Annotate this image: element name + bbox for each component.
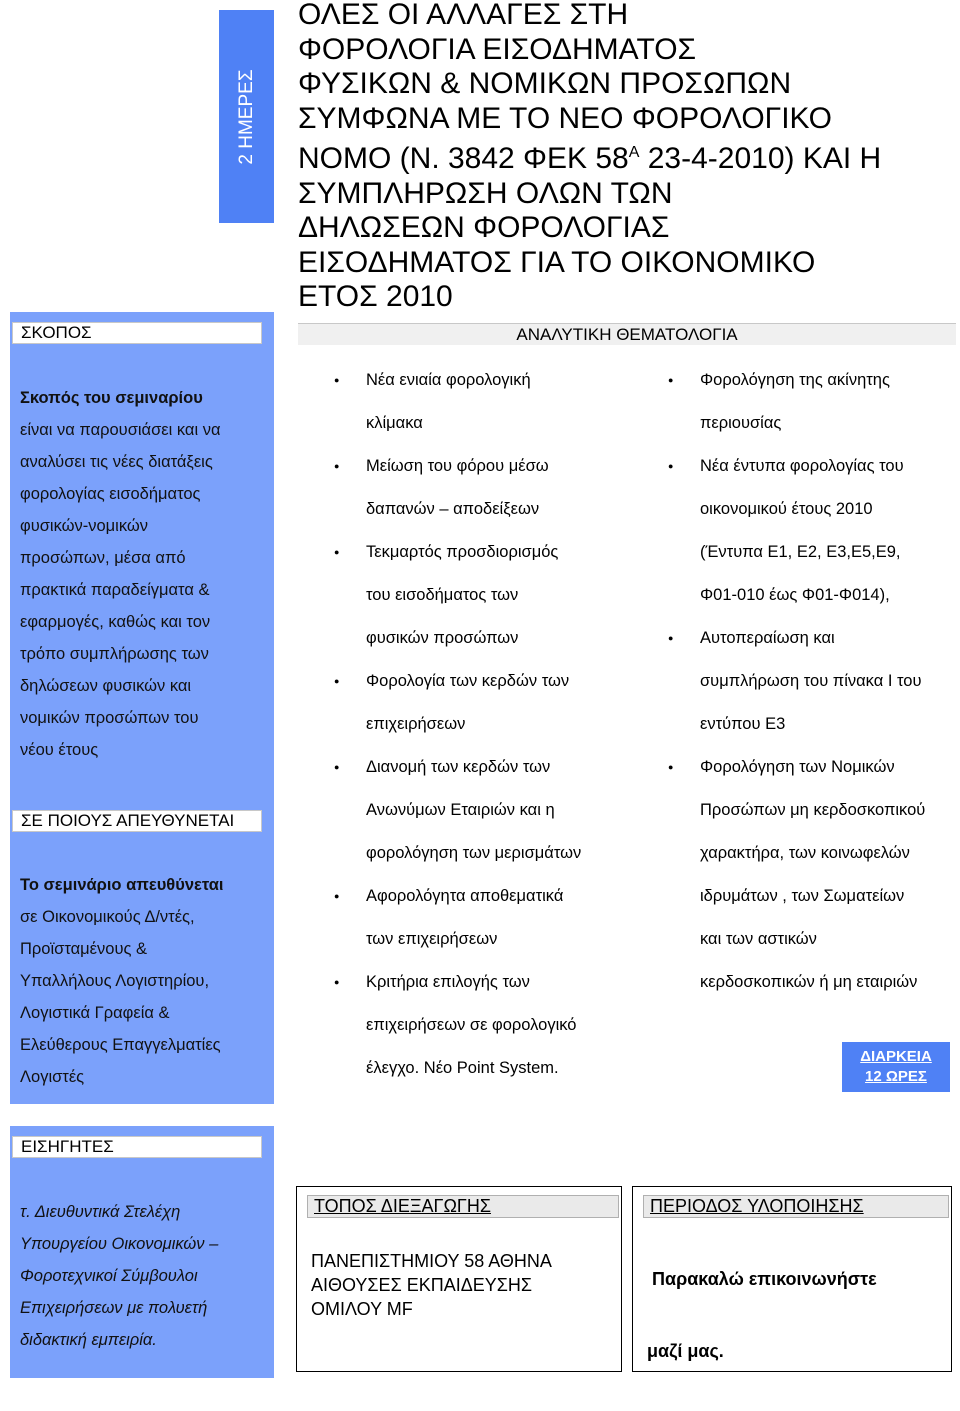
topic-item: ● Νέα ενιαία φορολογική κλίμακα [330, 359, 630, 445]
title-superscript: Α [628, 144, 640, 161]
speakers-line: διδακτική εμπειρία. [20, 1331, 157, 1349]
purpose-heading: ΣΚΟΠΟΣ [12, 322, 262, 344]
speakers-line: Φοροτεχνικοί Σύμβουλοι [20, 1267, 198, 1285]
audience-line: Λογιστές [20, 1068, 85, 1086]
venue-line: ΠΑΝΕΠΙΣΤΗΜΙΟΥ 58 ΑΘΗΝΑ [311, 1251, 552, 1271]
audience-line: Ελεύθερους Επαγγελματίες [20, 1036, 221, 1054]
sidebar-gap [10, 1104, 274, 1126]
purpose-text [20, 382, 270, 766]
venue-line: ΟΜΙΛΟΥ MF [311, 1299, 413, 1319]
topic-item: ● Αυτοπεραίωση και συμπλήρωση του πίνακα Ι του εντύπου Ε3 [664, 617, 960, 746]
badge-label: 2 ΗΜΕΡΕΣ [235, 68, 257, 165]
audience-lead: Το σεμινάριο απευθύνεται [20, 876, 224, 894]
purpose-line: δηλώσεων φυσικών και [20, 677, 192, 695]
purpose-lead: Σκοπός του σεμιναρίου [20, 389, 203, 407]
period-line: μαζί μας. [647, 1341, 724, 1361]
period-box [632, 1186, 952, 1372]
title-line: ΦΥΣΙΚΩΝ & ΝΟΜΙΚΩΝ ΠΡΟΣΩΠΩΝ [298, 67, 792, 100]
audience-text [20, 869, 270, 1093]
topic-item: ● Φορολογία των κερδών των επιχειρήσεων [330, 660, 630, 746]
topic-item: ● Διανομή των κερδών των Ανωνύμων Εταιριών και η φορολόγηση των μερισμάτων [330, 746, 630, 875]
speakers-heading: ΕΙΣΗΓΗΤΕΣ [12, 1136, 262, 1158]
venue-box [296, 1186, 622, 1372]
page-title [298, 0, 938, 315]
duration-label: ΔΙΑΡΚΕΙΑ [860, 1048, 932, 1065]
purpose-line: νέου έτους [20, 741, 99, 759]
purpose-line: προσώπων, μέσα από [20, 549, 186, 567]
purpose-line: φορολογίας εισοδήματος [20, 485, 201, 503]
venue-line: ΑΙΘΟΥΣΕΣ ΕΚΠΑΙΔΕΥΣΗΣ [311, 1275, 533, 1295]
purpose-line: είναι να παρουσιάσει και να [20, 421, 221, 439]
speakers-line: Υπουργείου Οικονομικών – [20, 1235, 219, 1253]
title-line: ΕΙΣΟΔΗΜΑΤΟΣ ΓΙΑ ΤΟ ΟΙΚΟΝΟΜΙΚΟ [298, 245, 816, 279]
purpose-line: εφαρμογές, καθώς και τον [20, 613, 211, 631]
period-heading: ΠΕΡΙΟΔΟΣ ΥΛΟΠΟΙΗΣΗΣ [643, 1195, 949, 1218]
speakers-line: Επιχειρήσεων με πολυετή [20, 1299, 208, 1317]
purpose-line: φυσικών-νομικών [20, 517, 149, 535]
topic-item: ● Αφορολόγητα αποθεματικά των επιχειρήσεων [330, 875, 630, 961]
speakers-line: τ. Διευθυντικά Στελέχη [20, 1203, 181, 1221]
venue-text [311, 1249, 552, 1321]
topic-item: ● Φορολόγηση της ακίνητης περιουσίας [664, 359, 960, 445]
topic-item: ● Κριτήρια επιλογής των επιχειρήσεων σε φορολογικό έλεγχο. Νέο Point System. [330, 961, 630, 1090]
topic-item: ● Νέα έντυπα φορολογίας του οικονομικού έτους 2010 (Έντυπα Ε1, Ε2, Ε3,Ε5,Ε9, Φ01-010 έως Φ01-Φ014), [664, 445, 960, 617]
purpose-line: αναλύσει τις νέες διατάξεις [20, 453, 213, 471]
title-line: ΕΤΟΣ 2010 [298, 280, 453, 313]
title-line: ΝΟΜΟ (Ν. 3842 ΦΕΚ $58^A$ 23-4-2010) ΚΑΙ Η [298, 142, 882, 175]
purpose-line: πρακτικά παραδείγματα & [20, 581, 210, 599]
title-line: ΣΥΜΠΛΗΡΩΣΗ ΟΛΩΝ ΤΩΝ [298, 176, 673, 210]
topics-right-column [664, 359, 960, 1004]
audience-line: Υπαλλήλους Λογιστηρίου, [20, 972, 210, 990]
topics-heading: ΑΝΑΛΥΤΙΚΗ ΘΕΜΑΤΟΛΟΓΙΑ [298, 323, 956, 345]
title-line: ΟΛΕΣ ΟΙ ΑΛΛΑΓΕΣ ΣΤΗ [298, 0, 629, 31]
speakers-text [20, 1196, 270, 1356]
audience-line: Λογιστικά Γραφεία & [20, 1004, 170, 1022]
audience-line: Προϊσταμένους & [20, 940, 148, 958]
duration-days-badge [219, 10, 274, 223]
venue-heading: ΤΟΠΟΣ ΔΙΕΞΑΓΩΓΗΣ [307, 1195, 619, 1218]
topics-left-column [330, 359, 630, 1090]
duration-box [842, 1042, 950, 1092]
topic-item: ● Τεκμαρτός προσδιορισμός του εισοδήματος των φυσικών προσώπων [330, 531, 630, 660]
period-line: Παρακαλώ επικοινωνήστε [647, 1269, 877, 1289]
title-line: ΣΥΜΦΩΝΑ ΜΕ ΤΟ ΝΕΟ ΦΟΡΟΛΟΓΙΚΟ [298, 101, 832, 135]
title-line: ΦΟΡΟΛΟΓΙΑ ΕΙΣΟΔΗΜΑΤΟΣ [298, 32, 697, 66]
title-line: ΔΗΛΩΣΕΩΝ ΦΟΡΟΛΟΓΙΑΣ [298, 211, 670, 244]
audience-line: σε Οικονομικούς Δ/ντές, [20, 908, 195, 926]
topic-item: ● Φορολόγηση των Νομικών Προσώπων μη κερδοσκοπικού χαρακτήρα, των κοινωφελών ιδρυμάτων , των Σωματείων και των αστικών κερδοσκοπικών ή μη εταιριών [664, 746, 960, 1004]
topic-item: ● Μείωση του φόρου μέσω δαπανών – αποδείξεων [330, 445, 630, 531]
period-text [647, 1219, 877, 1411]
audience-heading: ΣΕ ΠΟΙΟΥΣ ΑΠΕΥΘΥΝΕΤΑΙ [12, 810, 262, 832]
purpose-line: τρόπο συμπλήρωσης των [20, 645, 209, 663]
purpose-line: νομικών προσώπων του [20, 709, 199, 727]
duration-value: 12 ΩΡΕΣ [865, 1068, 927, 1085]
